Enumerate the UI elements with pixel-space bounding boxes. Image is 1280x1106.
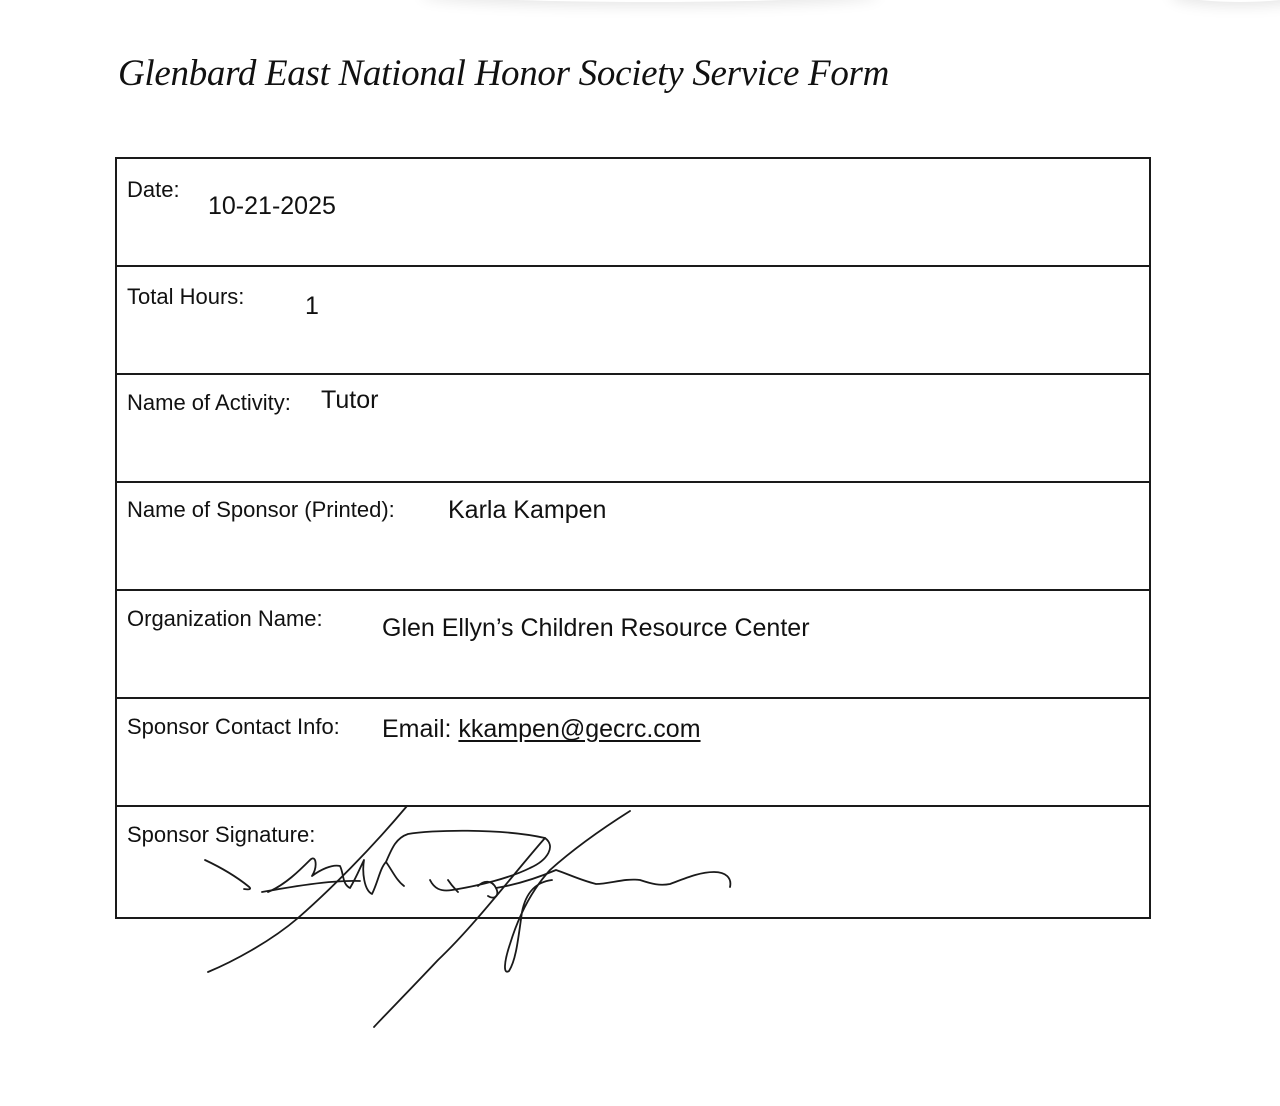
activity-value: Tutor — [321, 386, 379, 414]
contact-value — [382, 715, 701, 744]
contact-label: Sponsor Contact Info: — [127, 714, 340, 739]
sponsor-name-value: Karla Kampen — [448, 496, 607, 524]
activity-label: Name of Activity: — [127, 390, 291, 415]
sponsor-name-row — [117, 483, 1149, 591]
activity-row — [117, 375, 1149, 483]
email-prefix: Email: — [382, 715, 459, 743]
form-title: Glenbard East National Honor Society Service Form — [118, 53, 890, 94]
form-table — [115, 157, 1151, 919]
organization-label: Organization Name: — [127, 606, 323, 631]
date-value: 10-21-2025 — [208, 192, 336, 220]
organization-row — [117, 591, 1149, 699]
signature-row — [117, 807, 1149, 917]
total-hours-label: Total Hours: — [127, 284, 245, 309]
date-label: Date: — [127, 177, 180, 202]
signature-label: Sponsor Signature: — [127, 822, 316, 847]
contact-row — [117, 699, 1149, 807]
email-link[interactable]: kkampen@gecrc.com — [458, 715, 701, 743]
date-row — [117, 159, 1149, 267]
organization-value: Glen Ellyn’s Children Resource Center — [382, 614, 810, 642]
page-edge-shadow — [420, 0, 880, 2]
total-hours-row — [117, 267, 1149, 375]
page-edge-shadow-right — [1170, 0, 1280, 2]
total-hours-value: 1 — [305, 292, 319, 320]
sponsor-name-label: Name of Sponsor (Printed): — [127, 497, 395, 522]
